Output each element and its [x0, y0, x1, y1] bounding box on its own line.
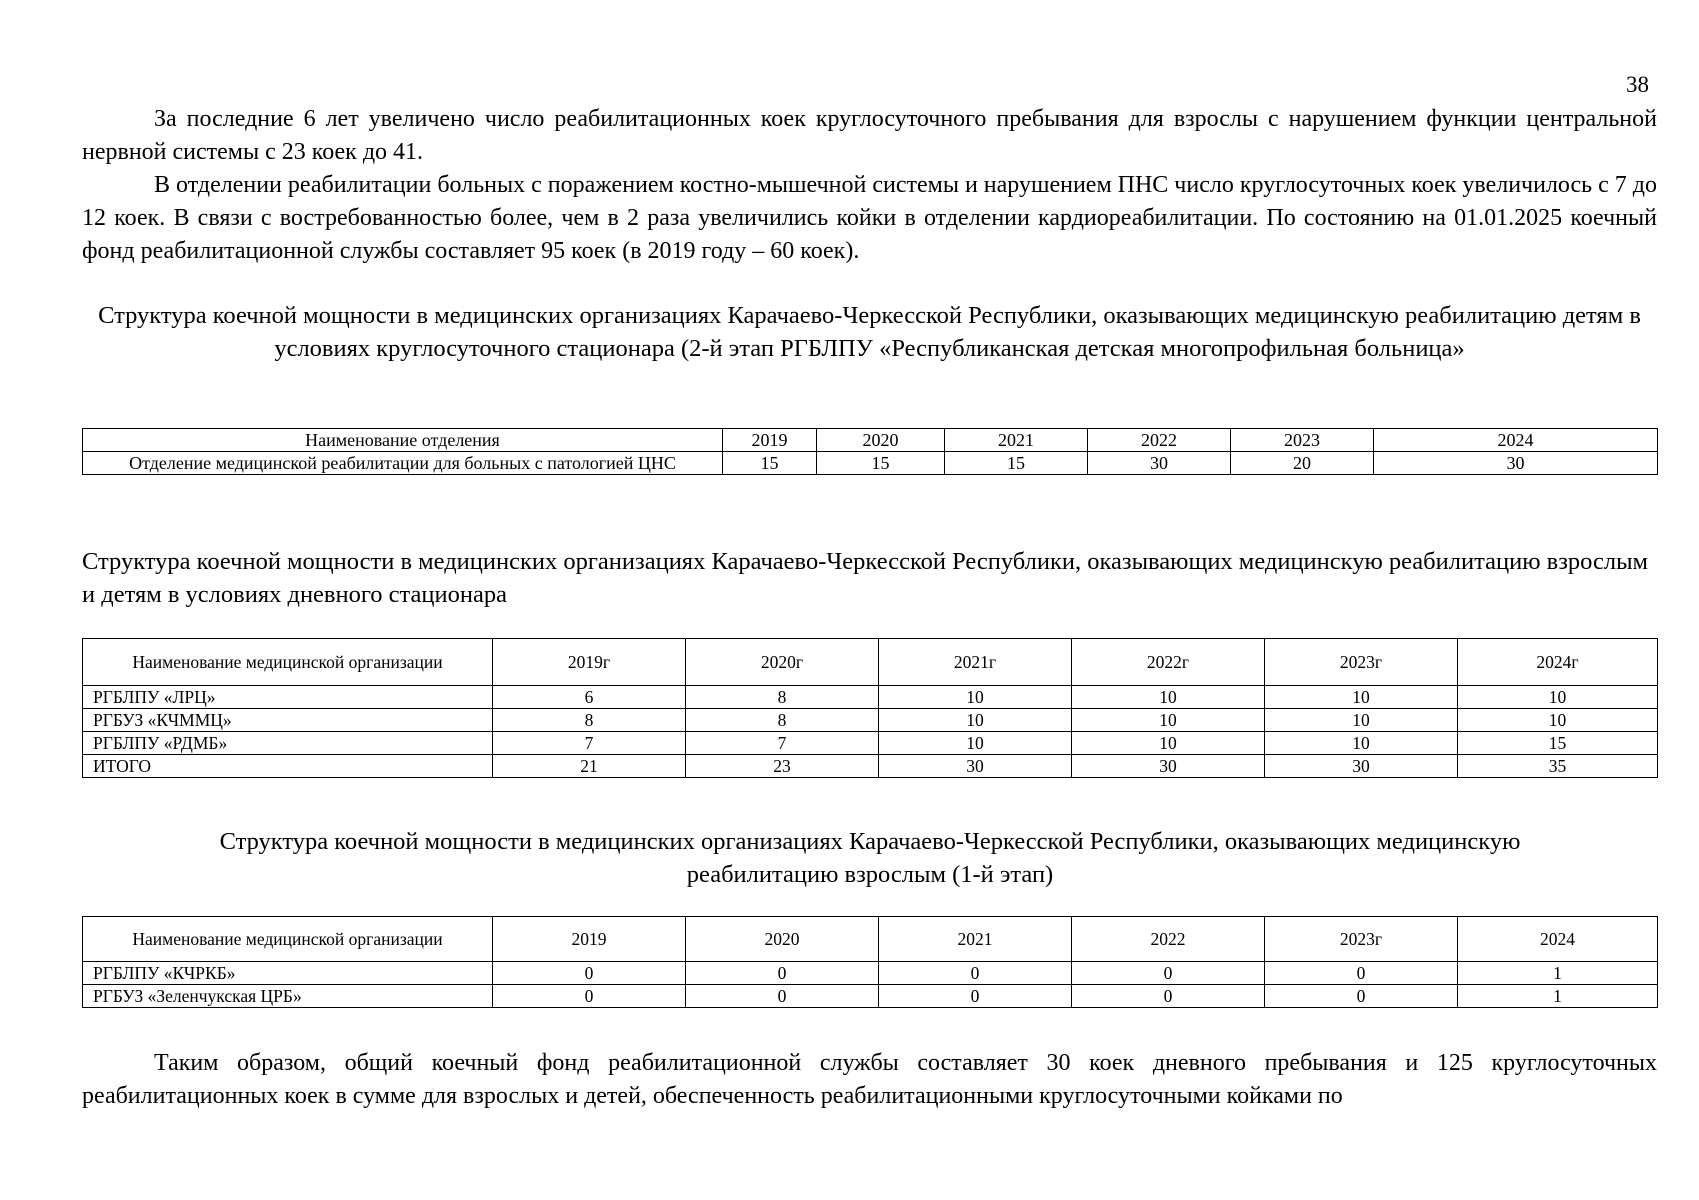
table-cell: 0	[493, 962, 686, 985]
table-total-row	[83, 755, 1658, 778]
table-cell: 0	[1265, 985, 1458, 1008]
table-adults-stage-1	[82, 916, 1658, 1008]
table-header-row	[83, 639, 1658, 686]
table-cell: Отделение медицинской реабилитации для больных с патологией ЦНС	[83, 452, 723, 475]
header-cell: 2023	[1231, 429, 1374, 452]
table-cell: 30	[1265, 755, 1458, 778]
table-row	[83, 686, 1658, 709]
table-cell: 0	[1072, 985, 1265, 1008]
table-cell: 10	[879, 686, 1072, 709]
header-cell: 2020	[686, 917, 879, 962]
table-cell: 10	[1265, 686, 1458, 709]
paragraph-rehab-department-text: В отделении реабилитации больных с поражением костно-мышечной системы и нарушением ПНС число круглосуточных коек увеличилось с 7 до 12 коек. В связи с востребованностью более, чем в 2 раза увеличились койки в отделении кардиореабилитации. По состоянию на 01.01.2025 коечный фонд реабилитационной службы составляет 95 коек (в 2019 году – 60 коек).	[82, 172, 1657, 264]
header-cell: 2021	[945, 429, 1088, 452]
table-header-row	[83, 429, 1658, 452]
paragraph-conclusion	[82, 1047, 1657, 1113]
table-cell: 8	[686, 686, 879, 709]
header-cell: Наименование медицинской организации	[83, 639, 493, 686]
table-cell: 10	[1265, 732, 1458, 755]
table-cell: 10	[879, 709, 1072, 732]
table-cell: 10	[879, 732, 1072, 755]
table-cell: 10	[1265, 709, 1458, 732]
table-cell: 10	[1072, 732, 1265, 755]
header-cell: Наименование медицинской организации	[83, 917, 493, 962]
header-cell: 2024г	[1458, 639, 1658, 686]
table-cell: 8	[686, 709, 879, 732]
table-cell: ИТОГО	[83, 755, 493, 778]
table-cell: 35	[1458, 755, 1658, 778]
paragraph-intro	[82, 103, 1657, 169]
table-cell: 21	[493, 755, 686, 778]
paragraph-intro-text: За последние 6 лет увеличено число реабилитационных коек круглосуточного пребывания для взрослы с нарушением функции центральной нервной системы с 23 коек до 41.	[82, 106, 1657, 165]
table-cell: 0	[879, 962, 1072, 985]
table-cell: 30	[879, 755, 1072, 778]
table-cell: 7	[493, 732, 686, 755]
table-row	[83, 962, 1658, 985]
table-cell: 0	[879, 985, 1072, 1008]
table-cell: 10	[1458, 686, 1658, 709]
table-children-round-the-clock	[82, 428, 1658, 475]
table-cell: РГБУЗ «Зеленчукская ЦРБ»	[83, 985, 493, 1008]
header-cell: 2021	[879, 917, 1072, 962]
table-row	[83, 985, 1658, 1008]
table-cell: 0	[686, 985, 879, 1008]
table-cell: 23	[686, 755, 879, 778]
table-cell: 15	[1458, 732, 1658, 755]
header-cell: 2024	[1458, 917, 1658, 962]
table-cell: 0	[1072, 962, 1265, 985]
heading-children-round-the-clock: Структура коечной мощности в медицинских организациях Карачаево-Черкесской Республики, оказывающих медицинскую реабилитацию детям в условиях круглосуточного стационара (2-й этап РГБЛПУ «Республиканская детская многопрофильная больница»	[98, 302, 1641, 362]
header-cell: 2022	[1088, 429, 1231, 452]
table-row	[83, 452, 1658, 475]
header-cell: 2020г	[686, 639, 879, 686]
table-cell: 10	[1072, 686, 1265, 709]
table-row	[83, 709, 1658, 732]
heading-adults-stage-1: Структура коечной мощности в медицинских организациях Карачаево-Черкесской Республики, оказывающих медицинскую реабилитацию взрослым (1-й этап)	[219, 828, 1521, 888]
paragraph-conclusion-text: Таким образом, общий коечный фонд реабилитационной службы составляет 30 коек дневного пребывания и 125 круглосуточных реабилитационных коек в сумме для взрослых и детей, обеспеченность реабилитационными круглосуточными койками по	[82, 1050, 1657, 1109]
table-cell: 1	[1458, 985, 1658, 1008]
header-cell: 2021г	[879, 639, 1072, 686]
table-cell: РГБЛПУ «ЛРЦ»	[83, 686, 493, 709]
table-cell: 1	[1458, 962, 1658, 985]
table-header-row	[83, 917, 1658, 962]
heading-day-hospital: Структура коечной мощности в медицинских организациях Карачаево-Черкесской Республики, оказывающих медицинскую реабилитацию взрослым и детям в условиях дневного стационара	[82, 548, 1649, 608]
table-cell: 20	[1231, 452, 1374, 475]
table-cell: 0	[493, 985, 686, 1008]
table-cell: 15	[817, 452, 945, 475]
table-cell: 10	[1458, 709, 1658, 732]
header-cell: 2023г	[1265, 639, 1458, 686]
table-cell: РГБЛПУ «РДМБ»	[83, 732, 493, 755]
header-cell: 2022г	[1072, 639, 1265, 686]
table-cell: РГБУЗ «КЧММЦ»	[83, 709, 493, 732]
header-cell: 2023г	[1265, 917, 1458, 962]
table-cell: 30	[1088, 452, 1231, 475]
paragraph-rehab-department	[82, 169, 1657, 268]
header-cell: Наименование отделения	[83, 429, 723, 452]
table-cell: 0	[1265, 962, 1458, 985]
table-day-hospital	[82, 638, 1658, 778]
table-cell: 15	[723, 452, 817, 475]
header-cell: 2020	[817, 429, 945, 452]
table-cell: 8	[493, 709, 686, 732]
table-cell: 15	[945, 452, 1088, 475]
header-cell: 2024	[1374, 429, 1658, 452]
header-cell: 2019	[493, 917, 686, 962]
table-row	[83, 732, 1658, 755]
page-number: 38	[1626, 72, 1649, 97]
table-cell: 10	[1072, 709, 1265, 732]
header-cell: 2022	[1072, 917, 1265, 962]
table-cell: 30	[1374, 452, 1658, 475]
header-cell: 2019г	[493, 639, 686, 686]
table-cell: 7	[686, 732, 879, 755]
table-cell: 30	[1072, 755, 1265, 778]
table-cell: РГБЛПУ «КЧРКБ»	[83, 962, 493, 985]
table-cell: 0	[686, 962, 879, 985]
table-cell: 6	[493, 686, 686, 709]
header-cell: 2019	[723, 429, 817, 452]
